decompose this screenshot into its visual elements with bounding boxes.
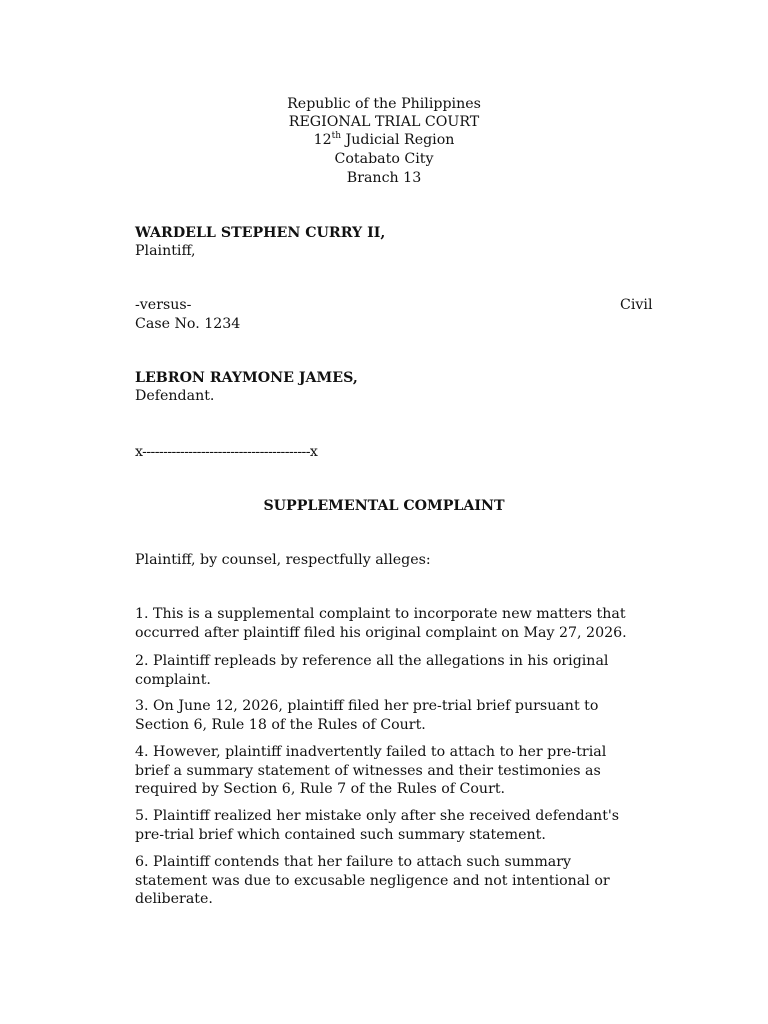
plaintiff-name: WARDELL STEPHEN CURRY II, (135, 225, 386, 241)
header-branch: Branch 13 (346, 170, 422, 186)
paragraph-4 (135, 743, 675, 799)
caption-separator: x----------------------------------------x (135, 444, 318, 460)
paragraph-line: Section 6, Rule 18 of the Rules of Court. (135, 716, 426, 733)
header-region-number: 12 (313, 132, 332, 148)
paragraph-line: 6. Plaintiff contends that her failure to attach such summary (135, 854, 572, 870)
paragraph-line: required by Section 6, Rule 7 of the Rules of Court. (135, 781, 506, 797)
paragraph-line: complaint. (135, 671, 211, 688)
defendant-role: Defendant. (135, 388, 215, 404)
paragraph-3 (135, 697, 675, 734)
paragraph-line: 2. Plaintiff repleads by reference all the allegations in his original (135, 653, 609, 669)
paragraph-line: 1. This is a supplemental complaint to incorporate new matters that (135, 606, 626, 622)
intro-text: Plaintiff, by counsel, respectfully alleges: (135, 552, 431, 568)
header-court: REGIONAL TRIAL COURT (288, 114, 480, 130)
header-region (0, 131, 768, 149)
document-title: SUPPLEMENTAL COMPLAINT (263, 498, 505, 514)
header-region-text: Judicial Region (341, 132, 455, 148)
paragraph-line: deliberate. (135, 891, 213, 907)
paragraph-line: brief a summary statement of witnesses and their testimonies as (135, 762, 601, 779)
paragraph-line: occurred after plaintiff filed his original complaint on May 27, 2026. (135, 624, 627, 641)
paragraph-2 (135, 652, 675, 689)
paragraph-line: 3. On June 12, 2026, plaintiff filed her pre-trial brief pursuant to (135, 698, 599, 714)
paragraph-line: pre-trial brief which contained such summary statement. (135, 826, 546, 843)
paragraph-1 (135, 605, 675, 642)
header-city: Cotabato City (334, 151, 434, 167)
header-republic: Republic of the Philippines (287, 96, 481, 112)
header-region-sup: th (331, 131, 342, 141)
paragraph-line: statement was due to excusable negligence and not intentional or (135, 872, 610, 889)
case-number: Case No. 1234 (135, 316, 241, 332)
paragraph-6 (135, 853, 675, 909)
defendant-name: LEBRON RAYMONE JAMES, (135, 370, 358, 386)
paragraph-line: 4. However, plaintiff inadvertently failed to attach to her pre-trial (135, 744, 607, 760)
paragraph-line: 5. Plaintiff realized her mistake only after she received defendant's (135, 808, 620, 824)
paragraph-5 (135, 807, 675, 844)
versus-label: -versus- (135, 297, 192, 313)
plaintiff-role: Plaintiff, (135, 243, 196, 259)
case-label-civil: Civil (620, 297, 653, 313)
